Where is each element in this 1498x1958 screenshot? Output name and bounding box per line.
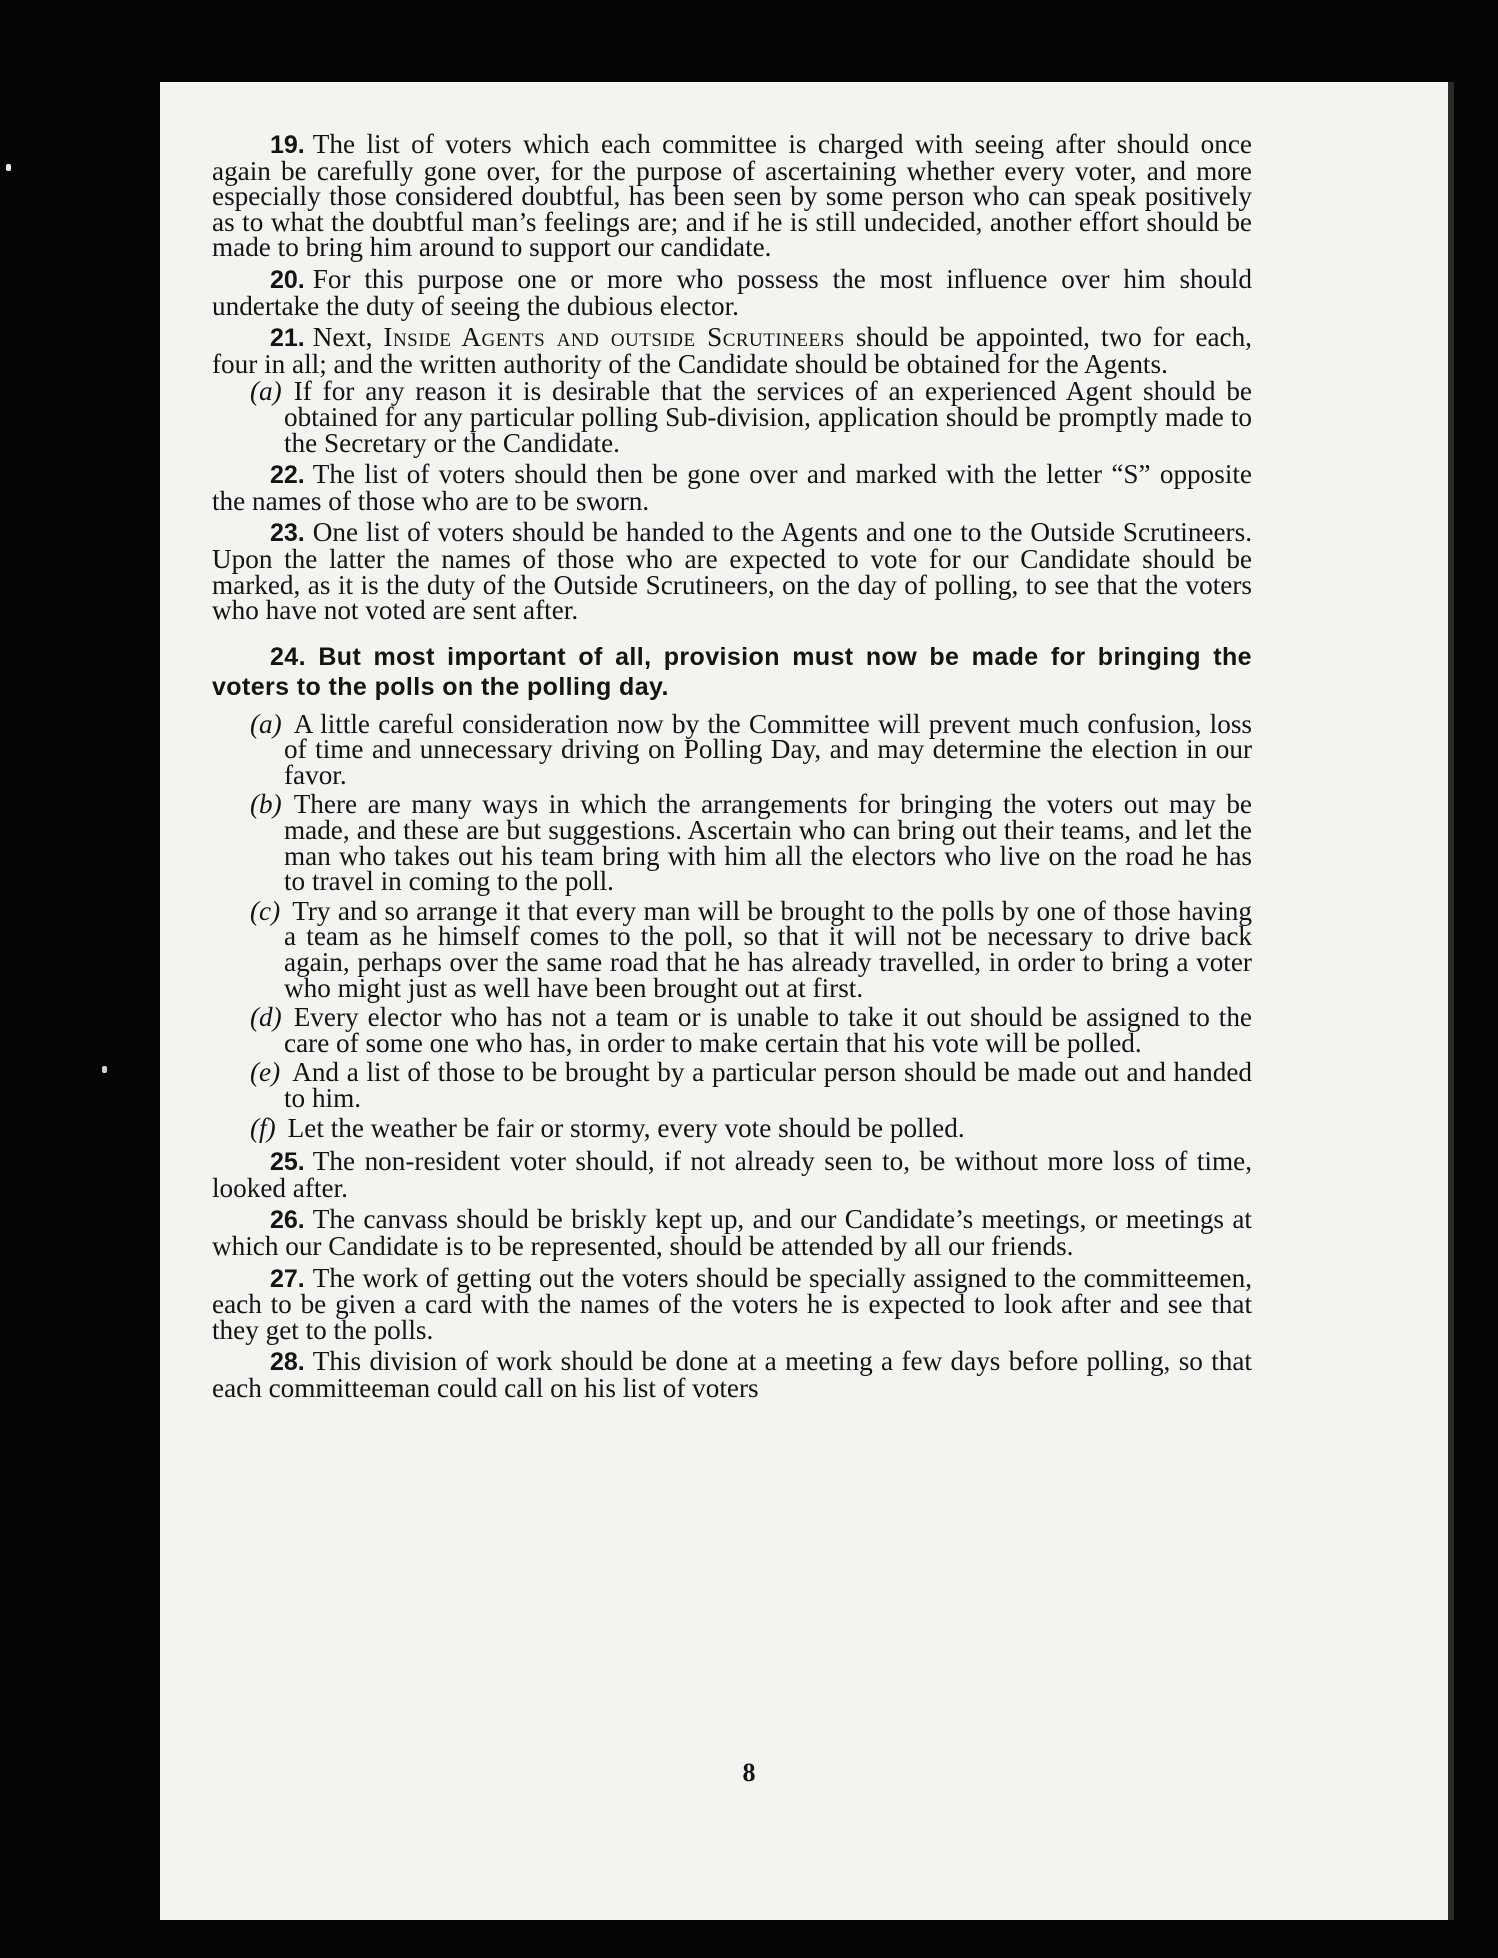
paragraph-22 [212,459,1252,516]
subparagraph-24d [212,1002,1252,1058]
scan-speck [6,164,11,171]
subparagraph-letter: (f) [250,1112,276,1143]
subparagraph-24e [212,1057,1252,1113]
paragraph-27 [212,1262,1252,1345]
paragraph-heading-text: But most important of all, provision must now be made for bringing the voters to the polls on the polling day. [212,642,1252,701]
paragraph-23 [212,517,1252,626]
paragraph-text: The list of voters which each committee is charged with seeing after should once again be carefully gone over, for the purpose of ascertaining whether every voter, and more especially those considered doubtful, has been seen by some person who can speak positively as to what the doubtful man’s feelings are; and if he is still undecided, another effort should be made to bring him around to support our candidate. [212,129,1252,263]
page-number: 8 [742,1758,756,1787]
paragraph-number: 19. [270,131,305,159]
paragraph-text: One list of voters should be handed to the Agents and one to the Outside Scrutineers. Upon the latter the names of those who are expected to vote for our Candidate should be marked, as it is the duty of the Outside Scrutineers, on the day of polling, to see that the voters who have not voted are sent after. [212,517,1252,626]
paragraph-number: 25. [270,1148,305,1177]
subparagraph-text: Let the weather be fair or stormy, every vote should be polled. [287,1112,965,1143]
document-body [212,129,1252,1408]
paragraph-text: The canvass should be briskly kept up, and our Candidate’s meetings, or meetings at which our Candidate is to be represented, should be attended by all our friends. [212,1204,1252,1261]
paragraph-text: For this purpose one or more who possess the most influence over him should undertake the duty of seeing the dubious elector. [212,263,1252,321]
paragraph-text: Next, [312,322,384,353]
paragraph-26 [212,1204,1252,1261]
subparagraph-letter: (c) [250,895,281,926]
subparagraph-letter: (b) [250,789,282,820]
subparagraph-21a [212,376,1252,458]
paragraph-19 [212,129,1252,263]
paragraph-number: 24. [270,642,306,671]
paragraph-21 [212,322,1252,379]
subparagraph-text: Try and so arrange it that every man will be brought to the polls by one of those having a team as he himself comes to the poll, so that it will not be necessary to drive back again, perhaps over the same road that he has already travelled, in order to bring a voter who might just as well have been brought out at first. [284,895,1252,1003]
paragraph-text: should be appointed, two for each, four in all; and the written authority of the Candidate should be obtained for the Agents. [212,322,1252,379]
subparagraph-24f [212,1112,1252,1143]
paragraph-25 [212,1146,1252,1203]
subparagraph-24a [212,708,1252,790]
paragraph-number: 21. [270,324,305,353]
page-edge-shadow [1448,82,1454,1920]
subparagraph-letter: (e) [250,1057,281,1088]
subparagraph-text: A little careful consideration now by the Committee will prevent much confusion, loss of time and unnecessary driving on Polling Day, and may determine the election in our favor. [284,708,1252,790]
paragraph-number: 27. [270,1264,305,1293]
paragraph-number: 20. [270,265,305,294]
paragraph-20 [212,263,1252,321]
scan-speck [102,1066,107,1073]
paragraph-24-heading [212,642,1252,702]
paragraph-smallcaps-phrase: Inside Agents and outside Scrutineers [383,322,845,353]
subparagraph-text: There are many ways in which the arrangements for bringing the voters out may be made, and these are but suggestions. Ascertain who can bring out their teams, and let the man who takes out his team bring with him all the electors who live on the road he has to travel in coming to the poll. [284,789,1252,897]
paragraph-number: 28. [270,1348,305,1377]
subparagraph-text: If for any reason it is desirable that the services of an experienced Agent should be obtained for any particular polling Sub-division, application should be promptly made to the Secretary or the Candidate. [284,376,1252,458]
subparagraph-text: Every elector who has not a team or is unable to take it out should be assigned to the care of some one who has, in order to make certain that his vote will be polled. [284,1002,1252,1058]
paragraph-text: The list of voters should then be gone over and marked with the letter “S” opposite the names of those who are to be sworn. [212,459,1252,516]
paragraph-number: 26. [270,1206,305,1235]
paragraph-number: 22. [270,461,305,490]
subparagraph-text: And a list of those to be brought by a particular person should be made out and handed to him. [284,1057,1252,1113]
paragraph-text: This division of work should be done at a meeting a few days before polling, so that each committeeman could call on his list of voters [212,1346,1252,1403]
subparagraph-letter: (a) [250,708,282,739]
paragraph-28 [212,1346,1252,1403]
subparagraph-letter: (d) [250,1002,282,1033]
paragraph-text: The work of getting out the voters should be specially assigned to the committeemen, each to be given a card with the names of the voters he is expected to look after and see that they get to the polls. [212,1262,1252,1345]
subparagraph-24b [212,789,1252,897]
paragraph-number: 23. [270,519,305,548]
subparagraph-letter: (a) [250,376,282,407]
subparagraph-24c [212,895,1252,1003]
paragraph-text: The non-resident voter should, if not already seen to, be without more loss of time, looked after. [212,1146,1252,1203]
